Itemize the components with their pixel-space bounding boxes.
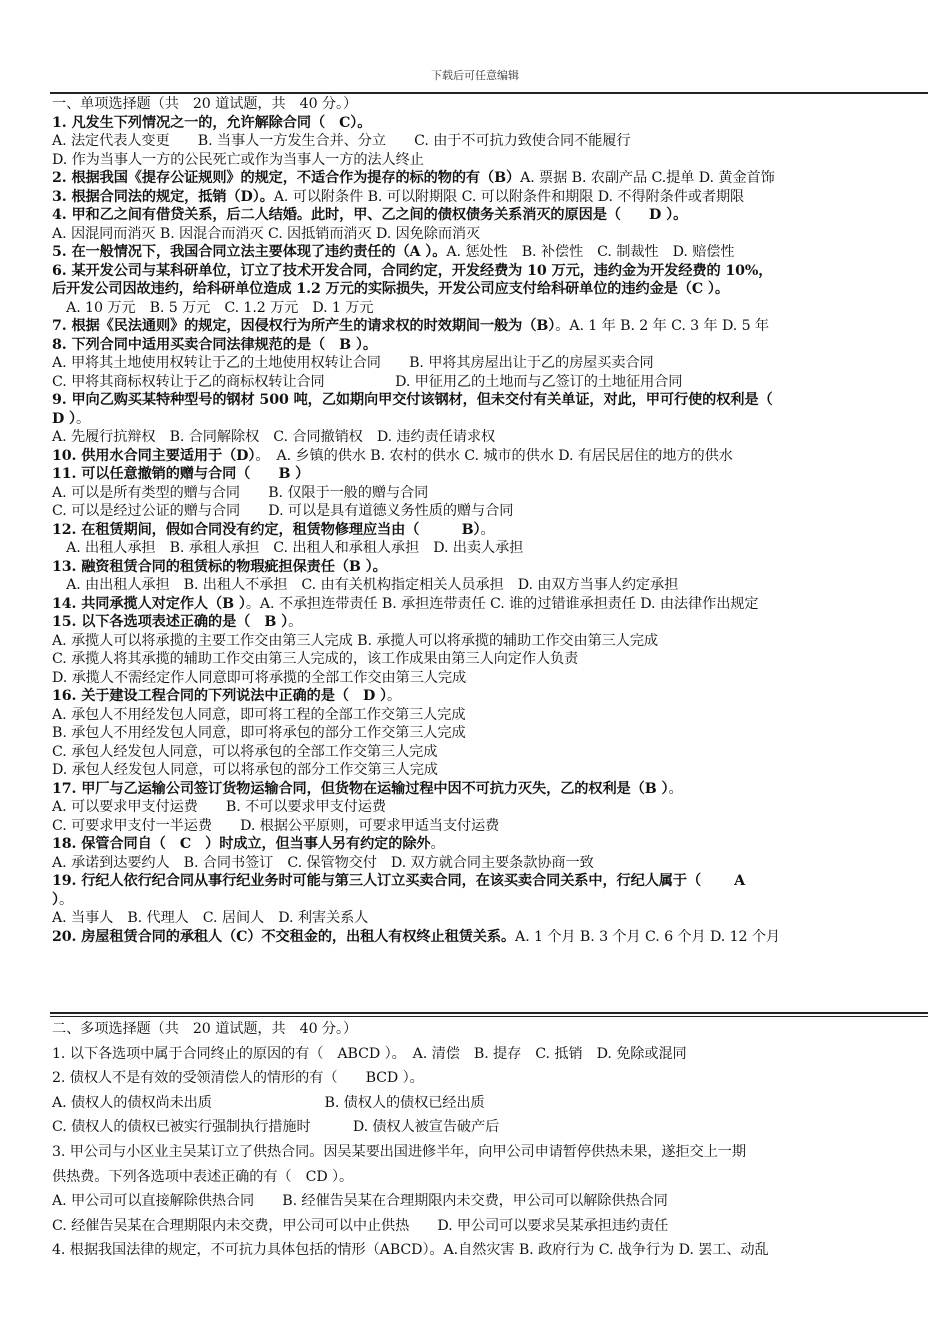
question-stem: 8. 下列合同中适用买卖合同法律规范的是（ B ）。 xyxy=(52,336,377,353)
single-choice-section xyxy=(52,95,930,946)
question-stem: 13. 融资租赁合同的租赁标的物瑕疵担保责任（B ）。 xyxy=(52,558,387,575)
question-line: C. 经催告吴某在合理期限内未交费，甲公司可以中止供热 D. 甲公司可以要求吴某承担违约责任 xyxy=(52,1217,669,1234)
question-options: 。 xyxy=(76,410,91,427)
question-line xyxy=(52,817,930,836)
question-line xyxy=(52,743,930,762)
question-stem: 4. 甲和乙之间有借贷关系，后二人结婚。此时，甲、乙之间的债权债务关系消灭的原因是（ D ）。 xyxy=(52,207,688,223)
question-options: A. 法定代表人变更 B. 当事人一方发生合并、分立 C. 由于不可抗力致使合同不能履行 xyxy=(52,133,631,149)
question-line xyxy=(52,428,930,447)
page-header: 下载后可任意编辑 xyxy=(431,69,519,82)
question-line xyxy=(52,280,930,299)
question-options: A. 可以是所有类型的赠与合同 B. 仅限于一般的赠与合同 xyxy=(52,484,429,501)
question-options: 。 xyxy=(480,521,495,538)
question-options: 。A. 1 年 B. 2 年 C. 3 年 D. 5 年 xyxy=(555,318,770,334)
question-line xyxy=(52,539,930,558)
section-divider xyxy=(50,1012,928,1014)
question-stem: 2. 根据我国《提存公证规则》的规定，不适合作为提存的标的物的有（B） xyxy=(52,170,521,186)
question-stem: 6. 某开发公司与某科研单位，订立了技术开发合同，合同约定，开发经费为 10 万元，违约金为开发经费的 10%， xyxy=(52,262,773,279)
question-options: A. 可以附条件 B. 可以附期限 C. 可以附条件和期限 D. 不得附条件或者期限 xyxy=(273,188,745,205)
question-options: A. 甲将其土地使用权转让于乙的土地使用权转让合同 B. 甲将其房屋出让于乙的房屋买卖合同 xyxy=(52,355,654,371)
question-options: A. 承包人不用经发包人同意，即可将工程的全部工作交第三人完成 xyxy=(52,706,466,723)
question-line xyxy=(52,354,930,373)
question-line xyxy=(52,632,930,651)
question-line xyxy=(52,188,930,207)
question-stem: 11. 可以任意撤销的赠与合同（ B ） xyxy=(52,466,310,482)
question-line xyxy=(52,151,930,170)
question-options: A. 承揽人可以将承揽的主要工作交由第三人完成 B. 承揽人可以将承揽的辅助工作交由第三人完成 xyxy=(52,632,659,649)
question-line xyxy=(52,835,930,854)
question-stem: 后开发公司因故违约，给科研单位造成 1.2 万元的实际损失，开发公司应支付给科研单位的违约金是（C ）。 xyxy=(52,281,729,297)
question-options: A. 票据 B. 农副产品 C.提单 D. 黄金首饰 xyxy=(520,170,775,186)
question-line xyxy=(52,872,930,891)
question-line: 3. 甲公司与小区业主吴某订立了供热合同。因吴某要出国进修半年，向甲公司申请暂停供热未果，遂拒交上一期 xyxy=(52,1143,746,1160)
question-options: 。A. 不承担连带责任 B. 承担连带责任 C. 谁的过错谁承担责任 D. 由法律作出规定 xyxy=(245,595,759,612)
question-stem: 10. 供用水合同主要适用于（D） xyxy=(52,447,256,464)
question-options: A. 1 个月 B. 3 个月 C. 6 个月 D. 12 个月 xyxy=(515,928,781,945)
question-line xyxy=(52,780,930,799)
question-line xyxy=(52,465,930,484)
question-options: A. 出租人承担 B. 承租人承担 C. 出租人和承租人承担 D. 出卖人承担 xyxy=(52,540,524,556)
question-line xyxy=(52,317,930,336)
question-line: A. 甲公司可以直接解除供热合同 B. 经催告吴某在合理期限内未交费，甲公司可以解除供热合同 xyxy=(52,1193,668,1210)
multiple-choice-questions xyxy=(52,1042,930,1263)
question-line xyxy=(52,225,930,244)
question-line xyxy=(52,595,930,614)
question-line xyxy=(52,299,930,318)
multiple-choice-section xyxy=(52,1017,930,1263)
question-line xyxy=(52,706,930,725)
question-line xyxy=(52,928,930,947)
section-title: 一、单项选择题（共 20 道试题，共 40 分。） xyxy=(52,96,358,112)
question-stem: 5. 在一般情况下，我国合同立法主要体现了违约责任的（A ）。 xyxy=(52,244,447,260)
question-line xyxy=(52,206,930,225)
question-line: 4. 根据我国法律的规定，不可抗力具体包括的情形（ABCD）。A.自然灾害 B. 政府行为 C. 战争行为 D. 罢工、动乱 xyxy=(52,1242,769,1259)
single-choice-questions xyxy=(52,114,930,947)
question-options: D. 作为当事人一方的公民死亡或作为当事人一方的法人终止 xyxy=(52,151,424,168)
question-line xyxy=(52,909,930,928)
question-options: D. 承揽人不需经定作人同意即可将承揽的全部工作交由第三人完成 xyxy=(52,669,467,686)
question-line xyxy=(52,410,930,429)
question-stem: 12. 在租赁期间，假如合同没有约定，租赁物修理应当由（ B） xyxy=(52,521,481,538)
question-line xyxy=(52,262,930,281)
question-options: A. 由出租人承担 B. 出租人不承担 C. 由有关机构指定相关人员承担 D. 由双方当事人约定承担 xyxy=(52,577,679,593)
question-options: A. 惩处性 B. 补偿性 C. 制裁性 D. 赔偿性 xyxy=(446,244,735,260)
question-line: 供热费。下列各选项中表述正确的有（ CD ）。 xyxy=(52,1168,354,1185)
question-line xyxy=(52,114,930,133)
question-line: C. 债权人的债权已被实行强制执行措施时 D. 债权人被宣告破产后 xyxy=(52,1119,500,1136)
question-line: A. 债权人的债权尚未出质 B. 债权人的债权已经出质 xyxy=(52,1094,485,1111)
question-line xyxy=(52,373,930,392)
top-divider xyxy=(50,92,928,94)
question-line xyxy=(52,521,930,540)
question-line xyxy=(52,669,930,688)
question-line xyxy=(52,650,930,669)
question-options: A. 当事人 B. 代理人 C. 居间人 D. 利害关系人 xyxy=(52,910,369,926)
question-line xyxy=(52,558,930,577)
question-line xyxy=(52,724,930,743)
question-options: A. 承诺到达要约人 B. 合同书签订 C. 保管物交付 D. 双方就合同主要条款协商一致 xyxy=(52,854,594,871)
question-stem: 16. 关于建设工程合同的下列说法中正确的是（ D ） xyxy=(52,688,388,704)
question-options: A. 因混同而消灭 B. 因混合而消灭 C. 因抵销而消灭 D. 因免除而消灭 xyxy=(52,225,481,242)
question-line xyxy=(52,447,930,466)
question-stem: 1. 凡发生下列情况之一的，允许解除合同（ C）。 xyxy=(52,114,372,131)
question-stem: 15. 以下各选项表述正确的是（ B ） xyxy=(52,614,289,630)
question-options: C. 可要求甲支付一半运费 D. 根据公平原则，可要求甲适当支付运费 xyxy=(52,817,500,834)
question-stem: D ） xyxy=(52,410,77,427)
question-line xyxy=(52,761,930,780)
question-line xyxy=(52,132,930,151)
question-line xyxy=(52,391,930,410)
question-stem: 20. 房屋租赁合同的承租人（C）不交租金的，出租人有权终止租赁关系。 xyxy=(52,928,516,945)
question-line: 1. 以下各选项中属于合同终止的原因的有（ ABCD ）。 A. 清偿 B. 提存 C. 抵销 D. 免除或混同 xyxy=(52,1045,687,1062)
question-line xyxy=(52,576,930,595)
question-line xyxy=(52,854,930,873)
question-stem: 17. 甲厂与乙运输公司签订货物运输合同，但货物在运输过程中因不可抗力灭失，乙的权利是（B ） xyxy=(52,780,669,797)
question-stem: 18. 保管合同自（ C ）时成立，但当事人另有约定的除外 xyxy=(52,836,431,852)
question-stem: 7. 根据《民法通则》的规定，因侵权行为所产生的请求权的时效期间一般为（B） xyxy=(52,318,556,334)
question-options: 。 xyxy=(430,836,445,852)
question-line xyxy=(52,613,930,632)
question-line: 2. 债权人不是有效的受领清偿人的情形的有（ BCD ）。 xyxy=(52,1070,424,1087)
question-options: C. 承包人经发包人同意，可以将承包的全部工作交第三人完成 xyxy=(52,743,438,760)
question-options: 。 xyxy=(668,780,683,797)
question-line xyxy=(52,169,930,188)
question-options: D. 承包人经发包人同意，可以将承包的部分工作交第三人完成 xyxy=(52,762,438,778)
question-options: A. 先履行抗辩权 B. 合同解除权 C. 合同撤销权 D. 违约责任请求权 xyxy=(52,429,496,445)
question-stem: ） xyxy=(52,891,59,908)
question-options: B. 承包人不用经发包人同意，即可将承包的部分工作交第三人完成 xyxy=(52,725,466,741)
question-options: A. 可以要求甲支付运费 B. 不可以要求甲支付运费 xyxy=(52,799,386,815)
question-options: C. 承揽人将其承揽的辅助工作交由第三人完成的，该工作成果由第三人向定作人负责 xyxy=(52,651,579,667)
question-line xyxy=(52,798,930,817)
question-options: 。 xyxy=(387,688,402,704)
question-options: A. 10 万元 B. 5 万元 C. 1.2 万元 D. 1 万元 xyxy=(52,299,374,316)
question-stem: 14. 共同承揽人对定作人（B ） xyxy=(52,595,246,612)
question-line xyxy=(52,687,930,706)
question-stem: 9. 甲向乙购买某特种型号的钢材 500 吨，乙如期向甲交付该钢材，但未交付有关单证，对此，甲可行使的权利是（ xyxy=(52,392,773,408)
question-stem: 19. 行纪人依行纪合同从事行纪业务时可能与第三人订立买卖合同，在该买卖合同关系中，行纪人属于（ A xyxy=(52,873,745,889)
question-options: 。 xyxy=(59,891,74,908)
question-line xyxy=(52,484,930,503)
question-line xyxy=(52,502,930,521)
question-stem: 3. 根据合同法的规定，抵销（D）。 xyxy=(52,188,274,205)
section-title: 二、多项选择题（共 20 道试题，共 40 分。） xyxy=(52,1021,358,1037)
question-options: 。 A. 乡镇的供水 B. 农村的供水 C. 城市的供水 D. 有居民居住的地方的供水 xyxy=(255,447,733,464)
question-line xyxy=(52,243,930,262)
question-line xyxy=(52,891,930,910)
question-options: C. 可以是经过公证的赠与合同 D. 可以是具有道德义务性质的赠与合同 xyxy=(52,503,514,519)
question-options: C. 甲将其商标权转让于乙的商标权转让合同 D. 甲征用乙的土地而与乙签订的土地征用合同 xyxy=(52,373,683,390)
question-line xyxy=(52,336,930,355)
question-options: 。 xyxy=(288,614,303,630)
